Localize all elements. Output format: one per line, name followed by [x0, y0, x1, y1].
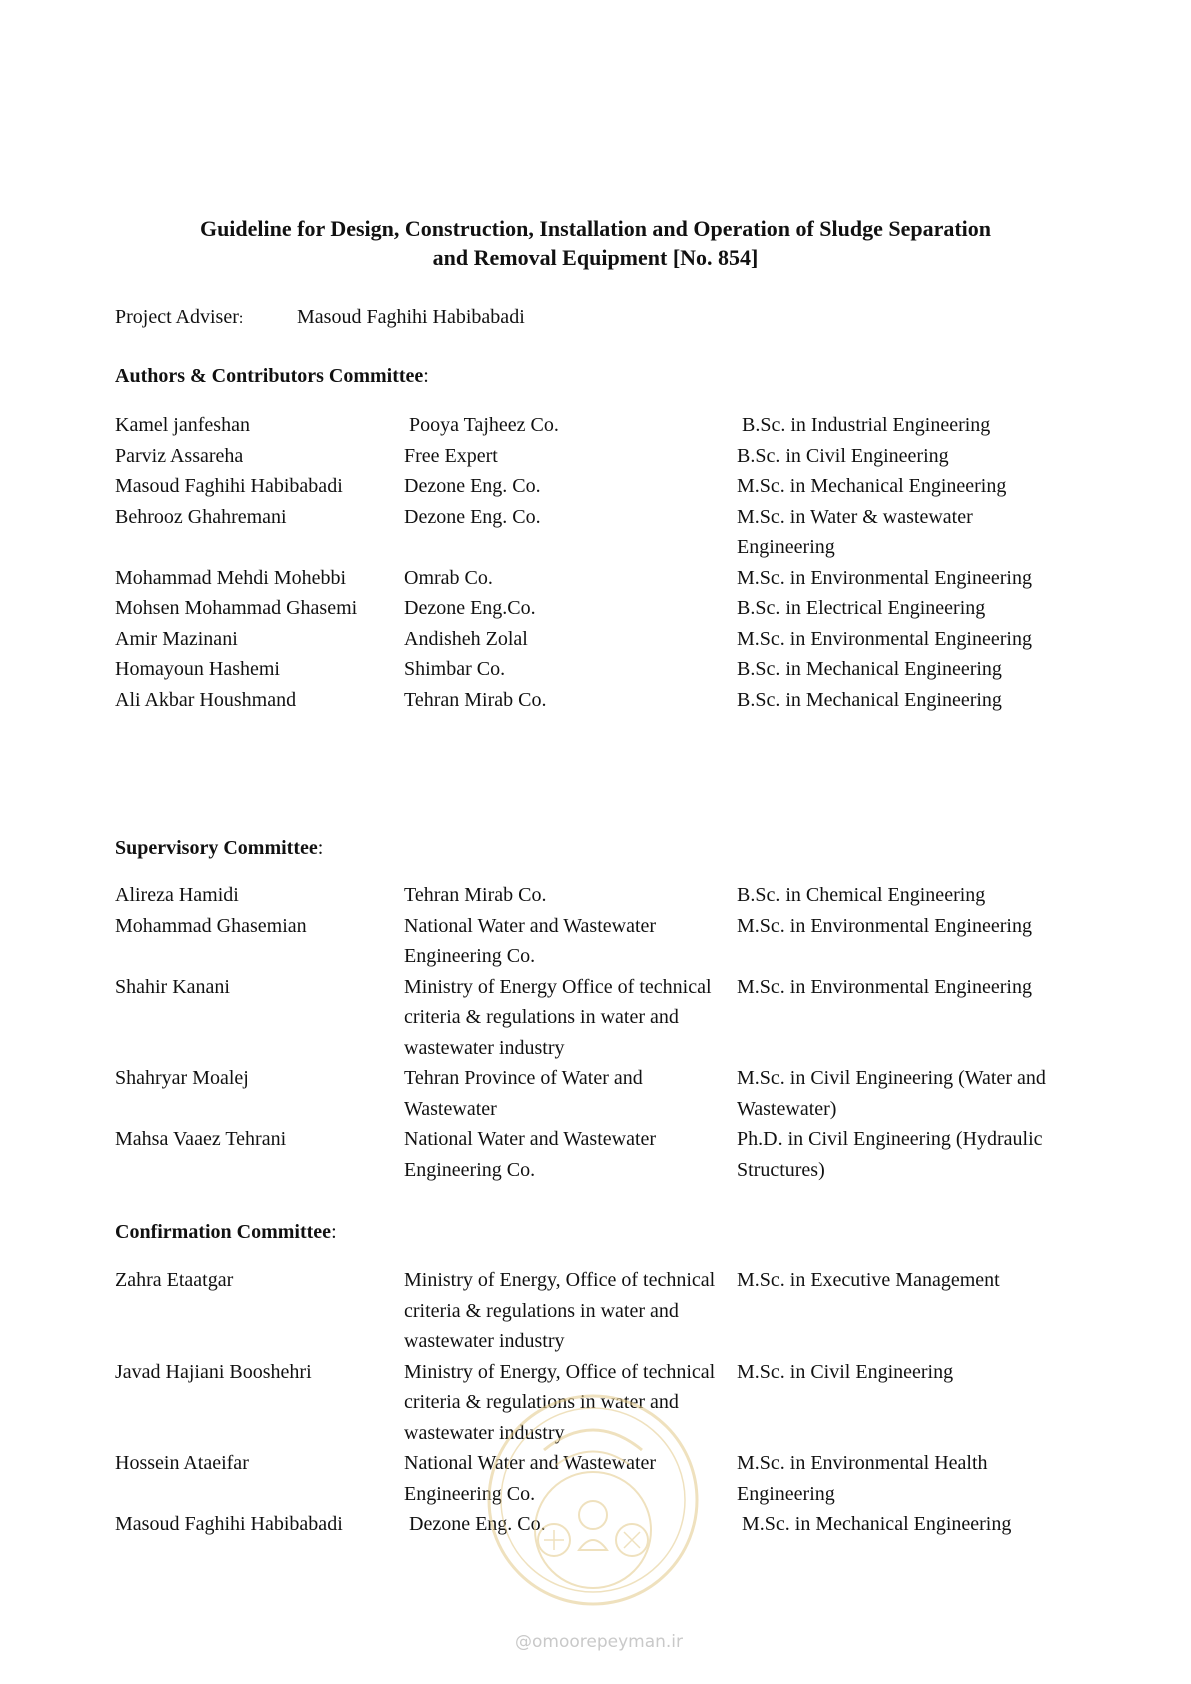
person-name: Mohammad Mehdi Mohebbi [115, 566, 347, 589]
table-row [115, 563, 1075, 594]
person-name: Ali Akbar Houshmand [115, 688, 297, 711]
organization: Free Expert [404, 444, 498, 467]
degree: M.Sc. in Water & wastewater Engineering [737, 505, 973, 558]
person-name: Amir Mazinani [115, 627, 238, 650]
person-name: Mohammad Ghasemian [115, 914, 307, 937]
organization: Dezone Eng.Co. [404, 597, 536, 619]
table-row [115, 410, 1075, 441]
organization: Tehran Mirab Co. [404, 884, 547, 906]
table-row [115, 1124, 1075, 1185]
degree: M.Sc. in Environmental Health Engineering [737, 1452, 988, 1505]
adviser-label-wrap [115, 302, 297, 334]
person-name: Kamel janfeshan [115, 414, 250, 436]
organization: National Water and Wastewater Engineering Co. [404, 914, 657, 967]
organization: Ministry of Energy, Office of technical criteria & regulations in water and wastewater industry [404, 1360, 716, 1444]
person-name: Parviz Assareha [115, 444, 244, 467]
organization: Dezone Eng. Co. [404, 475, 541, 497]
table-row [115, 502, 1075, 563]
table-row [115, 624, 1075, 655]
degree: M.Sc. in Mechanical Engineering [742, 1513, 1012, 1535]
project-adviser [115, 302, 525, 334]
organization: National Water and Wastewater Engineering Co. [404, 1452, 657, 1505]
person-name: Alireza Hamidi [115, 884, 239, 906]
organization: Ministry of Energy, Office of technical criteria & regulations in water and wastewater industry [404, 1269, 716, 1352]
organization: Andisheh Zolal [404, 627, 528, 650]
supervisory-heading [115, 833, 323, 863]
organization: Omrab Co. [404, 566, 493, 589]
degree: B.Sc. in Industrial Engineering [742, 414, 991, 436]
adviser-name: Masoud Faghihi Habibabadi [297, 306, 525, 328]
person-name: Shahryar Moalej [115, 1067, 249, 1089]
degree: B.Sc. in Chemical Engineering [737, 884, 986, 906]
person-name: Shahir Kanani [115, 975, 230, 998]
adviser-label: Project Adviser [115, 306, 239, 328]
organization: Dezone Eng. Co. [409, 1513, 546, 1535]
person-name: Javad Hajiani Booshehri [115, 1360, 312, 1383]
degree: B.Sc. in Mechanical Engineering [737, 658, 1002, 680]
table-row [115, 441, 1075, 472]
organization: Ministry of Energy Office of technical criteria & regulations in water and wastewater industry [404, 975, 712, 1059]
table-row [115, 911, 1075, 972]
confirmation-heading-colon: : [331, 1221, 337, 1243]
person-name: Masoud Faghihi Habibabadi [115, 475, 343, 497]
degree: M.Sc. in Environmental Engineering [737, 975, 1032, 998]
organization: National Water and Wastewater Engineering Co. [404, 1128, 657, 1181]
title-line-2: and Removal Equipment [No. 854] [432, 245, 759, 270]
authors-table [115, 410, 1075, 715]
organization: Shimbar Co. [404, 658, 506, 680]
degree: M.Sc. in Environmental Engineering [737, 914, 1032, 937]
degree: M.Sc. in Civil Engineering [737, 1360, 954, 1383]
adviser-label-colon: : [238, 310, 244, 327]
watermark-seal-icon [484, 1380, 702, 1620]
table-row [115, 972, 1075, 1064]
table-row [115, 685, 1075, 716]
degree: M.Sc. in Mechanical Engineering [737, 475, 1007, 497]
organization: Pooya Tajheez Co. [409, 414, 559, 436]
degree: M.Sc. in Civil Engineering (Water and Wastewater) [737, 1067, 1046, 1120]
supervisory-table [115, 880, 1075, 1185]
watermark-site-text: @omoorepeyman.ir [515, 1632, 684, 1652]
degree: M.Sc. in Environmental Engineering [737, 566, 1032, 589]
supervisory-heading-colon: : [317, 837, 324, 859]
person-name: Behrooz Ghahremani [115, 505, 287, 528]
person-name: Mahsa Vaaez Tehrani [115, 1128, 287, 1150]
organization: Tehran Mirab Co. [404, 688, 547, 711]
table-row [115, 1265, 1075, 1357]
degree: B.Sc. in Civil Engineering [737, 444, 949, 467]
degree: Ph.D. in Civil Engineering (Hydraulic Structures) [737, 1128, 1043, 1181]
table-row [115, 880, 1075, 911]
confirmation-heading [115, 1217, 337, 1247]
person-name: Homayoun Hashemi [115, 658, 280, 680]
person-name: Mohsen Mohammad Ghasemi [115, 597, 358, 619]
person-name: Zahra Etaatgar [115, 1269, 234, 1291]
table-row [115, 593, 1075, 624]
organization: Tehran Province of Water and Wastewater [404, 1067, 643, 1120]
table-row [115, 471, 1075, 502]
person-name: Hossein Ataeifar [115, 1452, 249, 1474]
degree: B.Sc. in Mechanical Engineering [737, 688, 1002, 711]
title-line-1: Guideline for Design, Construction, Installation and Operation of Sludge Separation [199, 216, 992, 241]
organization: Dezone Eng. Co. [404, 505, 541, 528]
table-row [115, 1063, 1075, 1124]
degree: B.Sc. in Electrical Engineering [737, 597, 986, 619]
degree: M.Sc. in Executive Management [737, 1269, 1000, 1291]
authors-heading [115, 361, 429, 391]
authors-heading-text: Authors & Contributors Committee [115, 365, 424, 387]
degree: M.Sc. in Environmental Engineering [737, 627, 1032, 650]
table-row [115, 654, 1075, 685]
confirmation-heading-text: Confirmation Committee [115, 1221, 332, 1243]
person-name: Masoud Faghihi Habibabadi [115, 1513, 343, 1535]
supervisory-heading-text: Supervisory Committee [115, 837, 318, 859]
document-title [120, 214, 1071, 272]
authors-heading-colon: : [423, 365, 429, 387]
